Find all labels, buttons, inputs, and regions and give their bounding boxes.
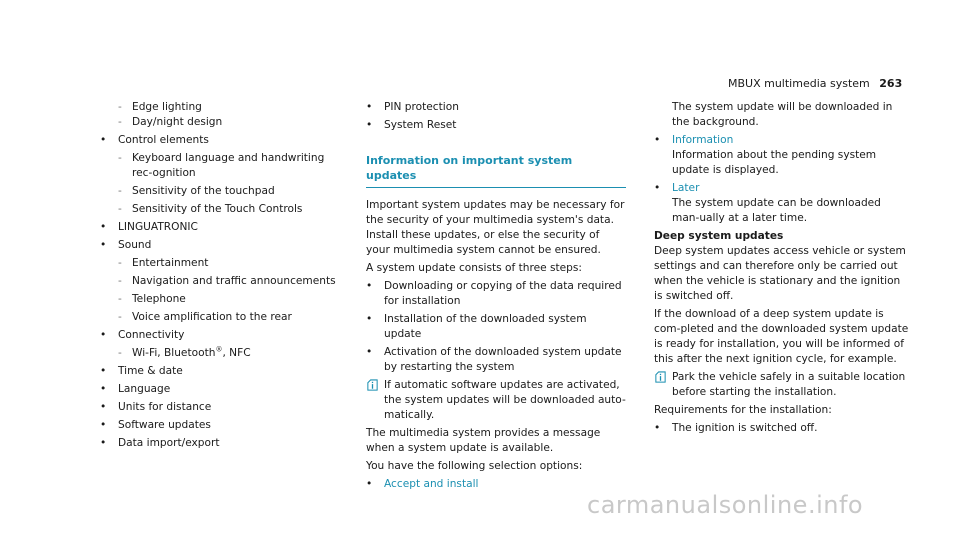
info-note	[366, 378, 626, 423]
list-item	[100, 346, 345, 361]
list-item: - Voice amplification to the rear	[100, 310, 345, 325]
list-item: - Telephone	[100, 292, 345, 307]
list-item: • Sound	[100, 238, 345, 253]
option-description: The system update will be downloaded in the background.	[672, 101, 893, 128]
watermark: carmanualsonline.info	[587, 491, 864, 519]
list-item: - Edge lighting	[100, 100, 345, 115]
requirements-intro: Requirements for the installation:	[654, 404, 832, 416]
deep-paragraph-1: Deep system updates access vehicle or system settings and can therefore only be carried out when the vehicle is stationary and the ignition is switched off.	[654, 245, 906, 302]
list-item: • Units for distance	[100, 400, 345, 415]
intro-paragraph: Important system updates may be necessary for the security of your multimedia system's data. Install these updates, or else the security of your multimedia system cannot be ensured.	[366, 199, 625, 256]
list-item: • Software updates	[100, 418, 345, 433]
deep-paragraph-2: If the download of a deep system update is com-pleted and the downloaded system update is ready for installation, you will be informed of this after the next ignition cycle, for example.	[654, 308, 909, 365]
list-item: • Time & date	[100, 364, 345, 379]
option-label: Later	[672, 182, 700, 194]
list-item: • Data import/export	[100, 436, 345, 451]
subsection-heading: Deep system updates	[654, 230, 784, 242]
option-accept-and-install	[366, 477, 626, 492]
list-item: • Connectivity	[100, 328, 345, 343]
section-heading: Information on important system updates	[366, 153, 626, 188]
info-icon	[654, 371, 667, 384]
registered-mark: ®	[215, 345, 223, 354]
requirement-item: • The ignition is switched off.	[654, 421, 909, 436]
list-item: • LINGUATRONIC	[100, 220, 345, 235]
list-item: • PIN protection	[366, 100, 626, 115]
step-item: • Downloading or copying of the data required for installation	[366, 279, 626, 309]
option-later	[654, 181, 909, 196]
option-description: The system update can be downloaded man-ually at a later time.	[672, 197, 881, 224]
list-item-text: Wi-Fi, Bluetooth	[132, 347, 216, 359]
option-label: Information	[672, 134, 734, 146]
list-item: • System Reset	[366, 118, 626, 133]
column-3	[654, 100, 909, 436]
option-description: Information about the pending system update is displayed.	[672, 149, 877, 176]
option-label: Accept and install	[384, 478, 479, 490]
options-intro: You have the following selection options:	[366, 460, 583, 472]
info-note	[654, 370, 909, 400]
list-item: - Entertainment	[100, 256, 345, 271]
option-information	[654, 133, 909, 148]
list-item: - Day/night design	[100, 115, 345, 130]
step-item: • Activation of the downloaded system update by restarting the system	[366, 345, 626, 375]
note-text: Park the vehicle safely in a suitable location before starting the installation.	[672, 371, 906, 398]
info-icon	[366, 379, 379, 392]
step-item: • Installation of the downloaded system update	[366, 312, 626, 342]
header-section-title: MBUX multimedia system	[728, 77, 870, 90]
list-item-text-after: , NFC	[222, 347, 251, 359]
list-item: • Language	[100, 382, 345, 397]
list-item: - Sensitivity of the touchpad	[100, 184, 345, 199]
steps-intro: A system update consists of three steps:	[366, 262, 582, 274]
column-2	[366, 100, 626, 492]
page-header	[728, 76, 914, 91]
note-text: If automatic software updates are activated, the system updates will be downloaded auto-matically.	[384, 379, 626, 421]
list-item: - Keyboard language and handwriting rec-ognition	[100, 151, 345, 181]
message-paragraph: The multimedia system provides a message when a system update is available.	[366, 427, 601, 454]
list-item: - Sensitivity of the Touch Controls	[100, 202, 345, 217]
page-number: 263	[879, 77, 903, 90]
column-1	[100, 100, 345, 451]
list-item: - Navigation and traffic announcements	[100, 274, 345, 289]
list-item: • Control elements	[100, 133, 345, 148]
